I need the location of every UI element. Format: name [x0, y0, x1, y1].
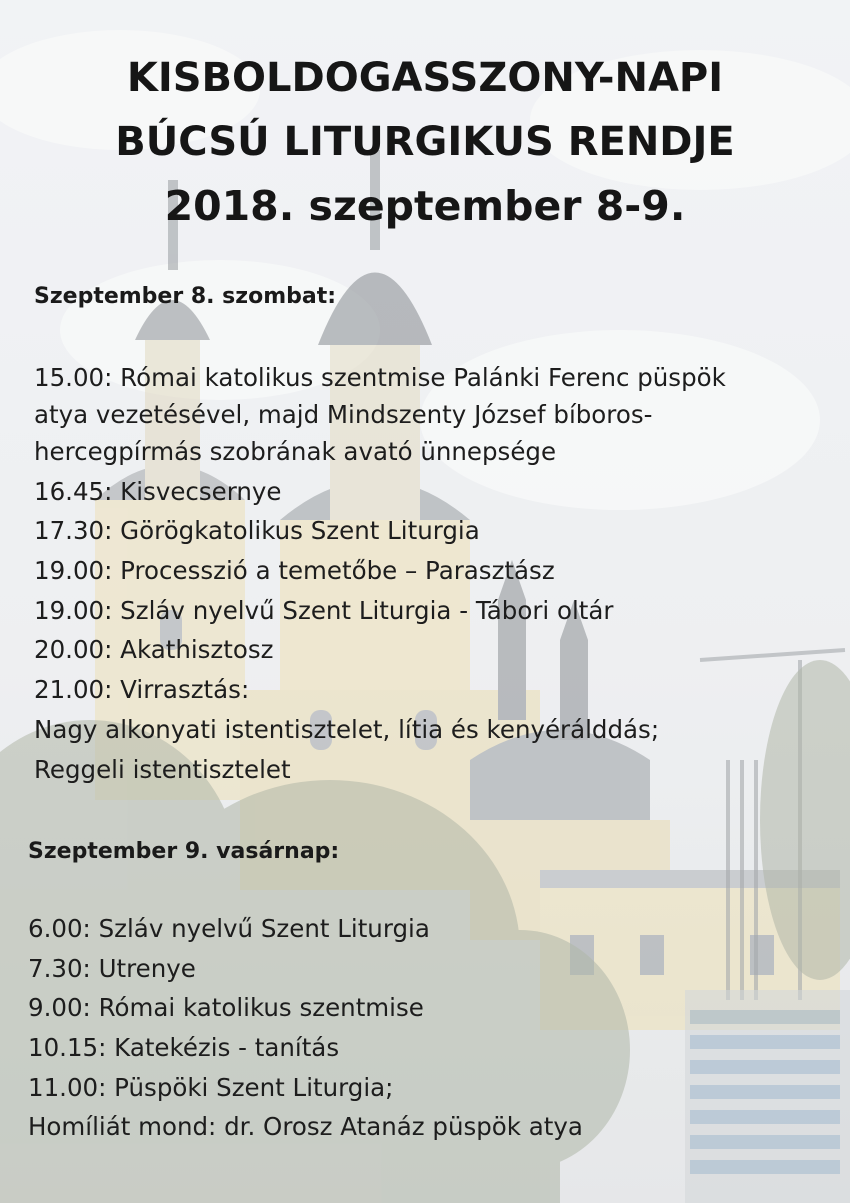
day1-line: 16.45: Kisvecsernye	[34, 477, 282, 506]
title-line-1: KISBOLDOGASSZONY-NAPI	[126, 55, 724, 101]
day1-line: hercegpírmás szobrának avató ünnepsége	[34, 437, 557, 466]
day1-line: 20.00: Akathisztosz	[34, 635, 274, 664]
day2-line: 10.15: Katekézis - tanítás	[28, 1033, 340, 1062]
day1-line: 19.00: Szláv nyelvű Szent Liturgia - Tábori oltár	[34, 596, 614, 625]
day2-line: Homíliát mond: dr. Orosz Atanáz püspök atya	[28, 1112, 583, 1141]
title-line-3: 2018. szeptember 8-9.	[164, 182, 686, 230]
day2-line: 9.00: Római katolikus szentmise	[28, 993, 424, 1022]
title-line-2: BÚCSÚ LITURGIKUS RENDJE	[115, 119, 735, 165]
day1-line: atya vezetésével, majd Mindszenty József bíboros-	[34, 400, 653, 429]
day1-line: Reggeli istentisztelet	[34, 755, 291, 784]
day1-line: 17.30: Görögkatolikus Szent Liturgia	[34, 516, 480, 545]
day2-line: 7.30: Utrenye	[28, 954, 196, 983]
day1-line: 19.00: Processzió a temetőbe – Parasztász	[34, 556, 555, 585]
day2-heading: Szeptember 9. vasárnap:	[28, 839, 340, 864]
day1-line: 21.00: Virrasztás:	[34, 675, 250, 704]
day1-line: 15.00: Római katolikus szentmise Palánki Ferenc püspök	[34, 363, 726, 392]
day2-line: 6.00: Szláv nyelvű Szent Liturgia	[28, 914, 430, 943]
day1-line: Nagy alkonyati istentisztelet, lítia és kenyérálddás;	[34, 715, 660, 744]
day2-line: 11.00: Püspöki Szent Liturgia;	[28, 1073, 394, 1102]
day1-heading: Szeptember 8. szombat:	[34, 284, 337, 309]
